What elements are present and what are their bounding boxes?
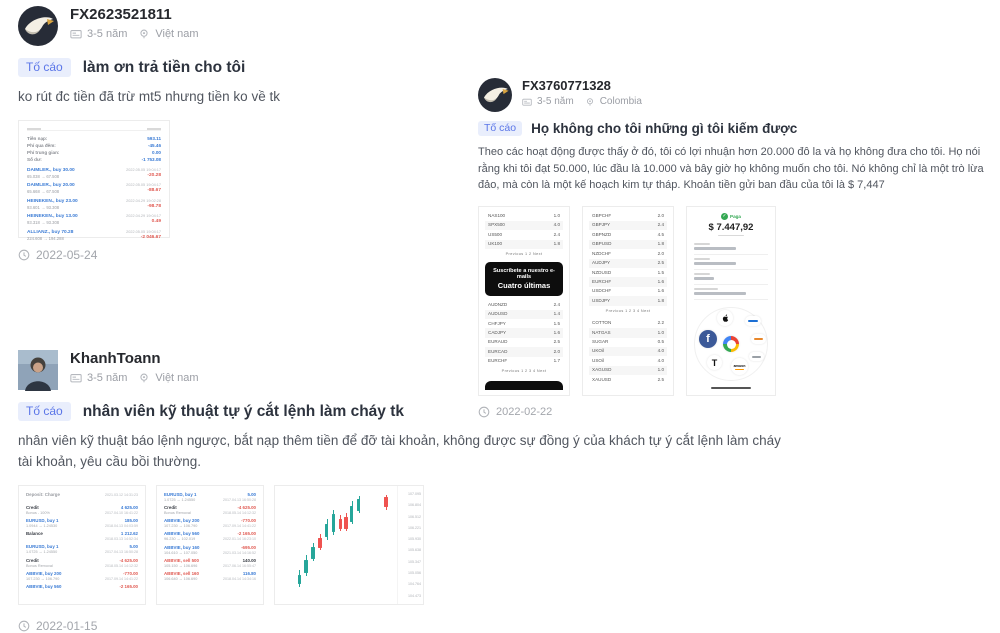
trade-time: 2022.04.29 19:02:28 (126, 198, 161, 203)
experience-badge: 3-5 năm (87, 371, 128, 384)
history-row (26, 584, 138, 594)
instrument-name: AUDUSD (488, 311, 508, 317)
report-tag: Tố cáo (18, 58, 71, 77)
order-time: 2018.05.14 14:12:32 (223, 511, 256, 516)
order-name: ABBVIE, buy 200 (26, 570, 62, 576)
avatar[interactable] (478, 78, 512, 112)
spread-row (485, 212, 563, 221)
spread-value: 2.5 (657, 376, 664, 382)
instrument-name: USDJPY (592, 297, 611, 303)
experience-card-icon (522, 97, 532, 107)
instrument-name: CHFJPY (488, 320, 506, 326)
apple-logo-icon (717, 310, 733, 326)
attachment-mt4-history-image-1[interactable] (18, 485, 146, 605)
mt5-trade-row (27, 183, 161, 194)
spread-row (485, 230, 563, 239)
location-label: Colombia (599, 96, 642, 108)
spread-value: 2.0 (553, 348, 560, 354)
receipt-amount: $ 7.447,92 (708, 221, 754, 233)
order-time: 2017.04.13 16:50:28 (105, 550, 138, 555)
instrument-name: UKOil (592, 348, 604, 354)
attachment-mt4-history-image-2[interactable] (156, 485, 264, 605)
trade-price-range: 65.038 → 67.508 (27, 173, 60, 179)
instrument-name: US500 (488, 231, 503, 237)
thumb-header-decoration (27, 128, 161, 131)
order-name: Deposit: Charge (26, 491, 60, 497)
spread-value: 4.0 (657, 357, 664, 363)
price-tick-label: 104.473 (408, 593, 421, 598)
instrument-name: EURCHF (592, 278, 612, 284)
trade-symbol: ALLIANZ., buy 70.28 (27, 229, 74, 235)
order-detail (26, 498, 60, 502)
instrument-name: USOil (592, 357, 604, 363)
trade-price-range: 224.608 → 194.288 (27, 235, 64, 241)
spread-value: 2.0 (657, 213, 664, 218)
location-label: Việt nam (155, 27, 199, 40)
spread-value: 4.5 (657, 231, 664, 237)
trade-time: 2022.05.05 19:04:17 (126, 167, 161, 172)
order-detail (26, 537, 43, 541)
spread-value: 1.6 (657, 288, 664, 294)
order-detail (26, 590, 61, 594)
review-body: ko rút đc tiền đã trừ mt5 nhưng tiền ko về tk (18, 89, 280, 104)
trade-price-range: 93.601 → 93.308 (27, 204, 60, 210)
receipt-field (694, 240, 768, 255)
order-name: EURUSD, buy 1 (164, 491, 197, 497)
clock-icon (18, 620, 30, 632)
spread-row (589, 328, 667, 337)
review-date: 2022-02-22 (496, 405, 553, 418)
instrument-name: EURAUD (488, 339, 508, 345)
order-amount: 5.00 (247, 491, 256, 497)
trade-pnl: -98.78 (147, 203, 161, 209)
facebook-logo-icon: f (699, 330, 717, 348)
history-row (26, 558, 138, 568)
spread-value: 1.5 (553, 320, 560, 326)
order-detail: 1.0725 → 1.24550 (26, 550, 58, 555)
order-time: 2017.09.14 14:41:22 (105, 576, 138, 581)
summary-value: 593.11 (147, 135, 161, 141)
mt5-trade-row (27, 230, 161, 241)
summary-label: Tiền nạp: (27, 135, 48, 141)
username[interactable]: KhanhToann (70, 350, 161, 367)
tesla-logo-icon: T (707, 355, 722, 370)
pagination: Previous 1 2 3 4 Next (605, 308, 651, 313)
order-detail: 107.230 → 106.790 (26, 576, 60, 581)
banner-line-2: Cuatro últimas (497, 281, 551, 291)
order-time: 2018.03.13 14:52:34 (105, 537, 138, 542)
spread-row (589, 240, 667, 249)
banner-line-1: Suscríbete a nuestro e-mails (493, 268, 555, 281)
price-tick-label: 106.804 (408, 503, 421, 508)
instrument-name: CADJPY (488, 329, 507, 335)
instrument-name: EURCAD (488, 348, 508, 354)
report-tag: Tố cáo (478, 121, 522, 136)
summary-label: Số dư: (27, 157, 42, 163)
spread-value: 0.5 (657, 339, 664, 345)
eagle-logo-icon (478, 78, 512, 112)
summary-value: -1 753.08 (141, 157, 161, 163)
order-name: ABBVIE, buy 160 (164, 544, 200, 550)
order-detail: 105.150 → 106.696 (164, 563, 198, 568)
order-amount: -2 165.00 (237, 531, 256, 537)
trade-pnl: -2 046.67 (140, 234, 161, 240)
price-tick-label: 106.221 (408, 525, 421, 530)
order-time: 2017.04.13 16:50:28 (223, 497, 256, 502)
order-name: ABBVIE, buy 560 (26, 583, 62, 589)
mt5-summary-row (27, 149, 161, 156)
history-rows (164, 492, 256, 581)
order-time: 2018.05.14 14:12:32 (105, 563, 138, 568)
experience-badge: 3-5 năm (87, 27, 128, 40)
trade-symbol: DAIMLER., buy 20.00 (27, 183, 75, 189)
order-time: 2017.06.14 16:55:47 (223, 563, 256, 568)
spread-value: 2.4 (553, 301, 560, 307)
trade-price-range: 65.668 → 67.508 (27, 189, 60, 195)
price-tick-label: 106.512 (408, 514, 421, 519)
history-row (164, 545, 256, 555)
order-detail: 1.0725 → 1.24550 (164, 497, 196, 502)
pagination: Previous 1 2 Next (505, 252, 543, 257)
order-name: Balance (26, 531, 43, 537)
instrument-name: SPX500 (488, 222, 505, 228)
trade-symbol: DAIMLER., buy 30.00 (27, 167, 75, 173)
review-title: nhân viên kỹ thuật tự ý cắt lệnh làm cháy tk (82, 402, 405, 420)
price-tick-label: 104.764 (408, 582, 421, 587)
order-amount: 5.00 (129, 544, 138, 550)
history-row (164, 518, 256, 528)
trade-time: 2022.05.05 19:04:17 (126, 183, 161, 188)
spread-value: 1.0 (657, 367, 664, 373)
order-detail: 104.610 → 107.050 (164, 550, 198, 555)
spread-value: 2.5 (657, 260, 664, 266)
trade-pnl: 0.49 (151, 219, 161, 225)
subscribe-banner (485, 262, 563, 296)
spread-row (485, 328, 563, 337)
instrument-name: UK100 (488, 241, 503, 247)
trade-price-range: 93.318 → 93.308 (27, 220, 60, 226)
user-photo (18, 350, 58, 390)
receipt-field (694, 270, 768, 285)
price-tick-label: 107.095 (408, 491, 421, 496)
mt5-trades-list (27, 168, 161, 241)
review-card-1 (18, 6, 458, 262)
spread-row (589, 319, 667, 328)
price-scale (397, 486, 423, 604)
order-detail: 106.640 → 106.690 (164, 576, 198, 581)
review-body: Theo các hoạt động được thấy ở đó, tôi có lợi nhuận hơn 20.000 đô la và họ không đưa cho tôi. Họ nói rằng khi tôi đạt 50.000, lúc đầu là 10.000 và bây giờ họ không muốn cho tôi. Nó không chỉ là một trò lừa đảo, mà còn là một kế hoạch kim tự tháp. Khoản tiền gửi ban đầu của tôi là $ 7,447 (478, 146, 984, 191)
spread-value: 2.5 (553, 339, 560, 345)
spread-value: 4.0 (657, 348, 664, 354)
trade-pnl: -88.67 (147, 188, 161, 194)
order-time: 2018.04.13 04:03:59 (105, 524, 138, 529)
review-title: Họ không cho tôi những gì tôi kiếm được (531, 121, 798, 136)
spread-row (485, 319, 563, 328)
summary-value: -45.46 (147, 143, 161, 149)
mt5-summary-row (27, 135, 161, 142)
mt5-trade-row (27, 199, 161, 210)
attachment-candlestick-chart-image[interactable] (274, 485, 424, 605)
spread-row (589, 221, 667, 230)
spread-row (485, 240, 563, 249)
spread-value: 1.8 (657, 241, 664, 247)
price-tick-label: 105.056 (408, 571, 421, 576)
history-row (26, 571, 138, 581)
order-detail: Bonus Removal (26, 563, 53, 568)
spread-table (485, 212, 563, 250)
order-detail: 1.0944 → 1.24530 (26, 524, 58, 529)
instrument-name: GBPUSD (592, 241, 612, 247)
history-row (164, 558, 256, 568)
price-tick-label: 105.930 (408, 537, 421, 542)
summary-label: Phí qua đêm: (27, 143, 56, 149)
spread-value: 2.4 (553, 231, 560, 237)
history-row (26, 505, 138, 515)
order-amount: -695.00 (241, 544, 256, 550)
order-time: 2021.03.12 14:31:23 (105, 492, 138, 497)
instrument-name: XAGUSD (592, 367, 612, 373)
spread-value: 1.0 (553, 213, 560, 218)
spread-table (589, 212, 667, 306)
brand-pill-logo-icon (745, 316, 761, 326)
report-tag: Tố cáo (18, 402, 71, 421)
spread-value: 4.0 (553, 222, 560, 228)
order-name: ABBVIE, sell 160 (164, 570, 199, 576)
instrument-name: NAS100 (488, 213, 506, 218)
receipt-fields (694, 240, 768, 300)
review-card-3 (18, 350, 798, 633)
order-name: Credit (26, 557, 39, 563)
avatar[interactable] (18, 350, 58, 390)
spread-row (485, 221, 563, 230)
location-pin-icon (138, 28, 150, 40)
order-name: Credit (26, 504, 39, 510)
order-amount: 185.00 (124, 518, 138, 524)
order-detail: Bonus - 100% (26, 510, 50, 515)
spread-value: 1.5 (657, 269, 664, 275)
review-title: làm ơn trả tiền cho tôi (82, 58, 246, 76)
instrument-name: XAUUSD (592, 376, 612, 382)
review-date: 2022-05-24 (36, 247, 98, 262)
spread-row (485, 338, 563, 347)
history-row (164, 571, 256, 581)
trade-symbol: HEINEKEN., buy 13.00 (27, 214, 78, 220)
username[interactable]: FX2623521811 (70, 6, 172, 23)
instrument-name: EURCHF (488, 358, 508, 364)
location-label: Việt nam (155, 371, 199, 384)
spread-value: 1.4 (553, 311, 560, 317)
instrument-name: USDCHF (592, 288, 612, 294)
order-amount: 4 625.00 (120, 504, 138, 510)
order-time: 2022.01.14 16:23:10 (223, 537, 256, 542)
instrument-name: AUDJPY (592, 260, 611, 266)
instrument-name: AUDNZD (488, 301, 508, 307)
price-tick-label: 105.638 (408, 548, 421, 553)
spread-value: 2.2 (657, 320, 664, 326)
history-row (26, 531, 138, 541)
spread-value: 1.6 (553, 329, 560, 335)
instrument-name: GBPNZD (592, 231, 612, 237)
summary-value: 0.00 (152, 150, 161, 156)
username[interactable]: FX3760771328 (522, 78, 611, 93)
eagle-logo-icon (18, 6, 58, 46)
clock-icon (18, 249, 30, 261)
summary-label: Phí trung gian: (27, 150, 60, 156)
spread-value: 2.4 (657, 222, 664, 228)
history-row (164, 505, 256, 515)
spread-row (589, 259, 667, 268)
instrument-name: SUGAR (592, 339, 609, 345)
pagination: Previous 1 2 3 4 Next (501, 369, 547, 374)
spread-value: 1.7 (553, 358, 560, 364)
amazon-logo-icon: amazon (731, 358, 748, 375)
experience-card-icon (70, 28, 82, 40)
trade-pnl: -20.28 (147, 172, 161, 178)
review-date: 2022-01-15 (36, 618, 98, 633)
paid-status-label: Paga (730, 213, 741, 219)
history-row (26, 518, 138, 528)
mt5-trade-row (27, 168, 161, 179)
order-amount: 116.80 (242, 570, 256, 576)
order-time: 2018.04.14 14:34:16 (223, 576, 256, 581)
spread-row (589, 287, 667, 296)
order-time: 2021.03.14 14:16:52 (223, 550, 256, 555)
receipt-subtext-placeholder (718, 235, 744, 236)
experience-card-icon (70, 372, 82, 384)
order-name: ABBVIE, buy 560 (164, 531, 200, 537)
mt5-summary-list (27, 135, 161, 163)
review-body: nhân viên kỹ thuật báo lệnh ngược, bắt nạp thêm tiền để đỡ tài khoản, không được sự đồng ý của khách tự ý cắt lệnh làm cháy tài khoản, yêu cầu bồi thường. (18, 433, 781, 469)
receipt-field (694, 255, 768, 270)
spread-row (485, 300, 563, 309)
instrument-name: GBPCHF (592, 213, 612, 218)
order-name: ABBVIE, buy 200 (164, 518, 200, 524)
trade-time: 2022.05.05 19:04:17 (126, 229, 161, 234)
mt5-summary-row (27, 156, 161, 163)
spread-row (589, 230, 667, 239)
order-name: EURUSD, buy 1 (26, 518, 59, 524)
order-amount: 140.00 (242, 557, 256, 563)
order-amount: -2 165.00 (119, 583, 138, 589)
instrument-name: NATGAS (592, 329, 611, 335)
attachment-mt5-history-image[interactable] (18, 120, 170, 241)
history-row (26, 544, 138, 554)
trade-symbol: HEINEKEN., buy 23.00 (27, 198, 78, 204)
history-row (26, 492, 138, 502)
trade-time: 2022.04.29 19:04:17 (126, 214, 161, 219)
order-detail: 107.230 → 106.790 (164, 524, 198, 529)
instrument-name: GBPJPY (592, 222, 611, 228)
spread-value: 1.6 (657, 278, 664, 284)
spread-row (589, 212, 667, 221)
instrument-name: NZDCHF (592, 250, 611, 256)
location-pin-icon (585, 97, 595, 107)
candlestick-canvas (281, 492, 395, 598)
spread-value: 2.0 (657, 250, 664, 256)
order-time: 2017.04.10 16:41:22 (105, 510, 138, 515)
order-amount: -770.00 (123, 570, 138, 576)
order-amount: 1 212.62 (120, 531, 138, 537)
order-name: Credit (164, 505, 177, 511)
instrument-name: COTTON (592, 320, 612, 326)
spread-row (589, 338, 667, 347)
receipt-field (694, 285, 768, 300)
spread-row (589, 277, 667, 286)
history-rows (26, 492, 138, 594)
order-name: ABBVIE, sell 500 (164, 557, 199, 563)
spread-value: 1.8 (657, 297, 664, 303)
order-amount: -4 625.00 (119, 557, 138, 563)
paid-check-icon: ✓ (722, 212, 727, 219)
brand-pill-logo-icon (751, 334, 766, 344)
history-row (164, 492, 256, 502)
order-detail: 96.230 → 102.019 (164, 537, 196, 542)
mt5-trade-row (27, 214, 161, 225)
location-pin-icon (138, 372, 150, 384)
history-row (164, 531, 256, 541)
spread-value: 1.8 (553, 241, 560, 247)
experience-badge: 3-5 năm (537, 96, 574, 108)
spread-row (589, 249, 667, 258)
avatar[interactable] (18, 6, 58, 46)
spread-row (589, 268, 667, 277)
instrument-name: NZDUSD (592, 269, 612, 275)
order-time: 2017.09.14 14:41:22 (223, 524, 256, 529)
order-detail: Bonus Removal (164, 511, 191, 516)
spread-value: 1.0 (657, 329, 664, 335)
spread-row (485, 310, 563, 319)
order-amount: -4 625.00 (237, 505, 256, 511)
price-tick-label: 105.347 (408, 559, 421, 564)
mt5-summary-row (27, 142, 161, 149)
order-name: EURUSD, buy 1 (26, 544, 59, 550)
spread-row (589, 296, 667, 305)
order-amount: -770.00 (241, 518, 256, 524)
